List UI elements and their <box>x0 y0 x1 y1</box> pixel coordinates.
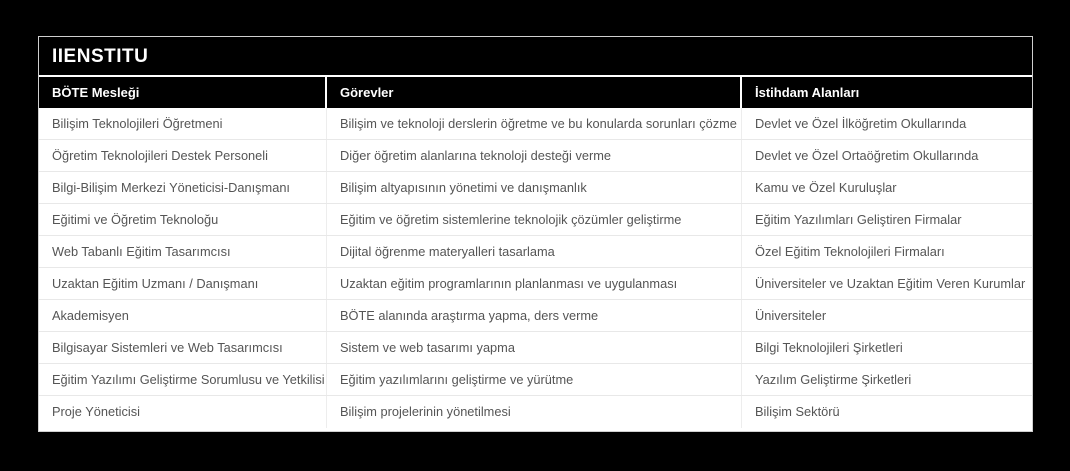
table-cell: Uzaktan Eğitim Uzmanı / Danışmanı <box>39 268 327 299</box>
table-cell: Uzaktan eğitim programlarının planlanması ve uygulanması <box>327 268 742 299</box>
table-row <box>39 204 1032 236</box>
table-cell: Bilişim ve teknoloji derslerin öğretme ve bu konularda sorunları çözme <box>327 108 742 139</box>
table-cell: Bilgi-Bilişim Merkezi Yöneticisi-Danışmanı <box>39 172 327 203</box>
table-row <box>39 332 1032 364</box>
table-cell: Üniversiteler <box>755 308 827 323</box>
table-cell: Yazılım Geliştirme Şirketleri <box>755 372 912 387</box>
table-cell: Bilgi Teknolojileri Şirketleri <box>755 340 903 355</box>
table-cell: Devlet ve Özel Ortaöğretim Okullarında <box>755 148 979 163</box>
table-cell: Bilişim Sektörü <box>755 404 840 419</box>
table-cell: Proje Yöneticisi <box>39 396 327 428</box>
table-cell: Dijital öğrenme materyalleri tasarlama <box>327 236 742 267</box>
column-header-gorevler: Görevler <box>327 77 742 108</box>
table-cell: Devlet ve Özel İlköğretim Okullarında <box>755 116 967 131</box>
table-cell: Eğitim Yazılımları Geliştiren Firmalar <box>755 212 962 227</box>
table-card <box>38 36 1033 432</box>
table-cell: Diğer öğretim alanlarına teknoloji desteği verme <box>327 140 742 171</box>
table-cell: Web Tabanlı Eğitim Tasarımcısı <box>39 236 327 267</box>
column-header-bote-meslegi: BÖTE Mesleği <box>39 77 327 108</box>
table-row <box>39 140 1032 172</box>
table-cell: Eğitim Yazılımı Geliştirme Sorumlusu ve Yetkilisi <box>39 364 327 395</box>
column-header-istihdam-alanlari: İstihdam Alanları <box>742 77 1032 108</box>
table-row <box>39 300 1032 332</box>
table-cell: BÖTE alanında araştırma yapma, ders verme <box>327 300 742 331</box>
table-row <box>39 268 1032 300</box>
table-cell: Eğitim yazılımlarını geliştirme ve yürütme <box>327 364 742 395</box>
table-body <box>39 108 1032 431</box>
table-cell: Eğitim ve öğretim sistemlerine teknolojik çözümler geliştirme <box>327 204 742 235</box>
table-row <box>39 236 1032 268</box>
table-cell: Bilişim projelerinin yönetilmesi <box>327 396 742 428</box>
table-row <box>39 396 1032 428</box>
table-cell: Bilgisayar Sistemleri ve Web Tasarımcısı <box>39 332 327 363</box>
table-row <box>39 364 1032 396</box>
table-row <box>39 108 1032 140</box>
table-header-row <box>39 77 1032 108</box>
table-cell: Üniversiteler ve Uzaktan Eğitim Veren Kurumlar <box>755 276 1026 291</box>
table-cell: Öğretim Teknolojileri Destek Personeli <box>39 140 327 171</box>
table-cell: Sistem ve web tasarımı yapma <box>327 332 742 363</box>
table-cell: Akademisyen <box>39 300 327 331</box>
table-cell: Eğitimi ve Öğretim Teknoloğu <box>39 204 327 235</box>
table-cell: Bilişim altyapısının yönetimi ve danışmanlık <box>327 172 742 203</box>
page-title: IIENSTITU <box>39 37 1032 77</box>
table-cell: Kamu ve Özel Kuruluşlar <box>755 180 897 195</box>
table-row <box>39 172 1032 204</box>
table-cell: Özel Eğitim Teknolojileri Firmaları <box>755 244 945 259</box>
table-cell: Bilişim Teknolojileri Öğretmeni <box>39 108 327 139</box>
